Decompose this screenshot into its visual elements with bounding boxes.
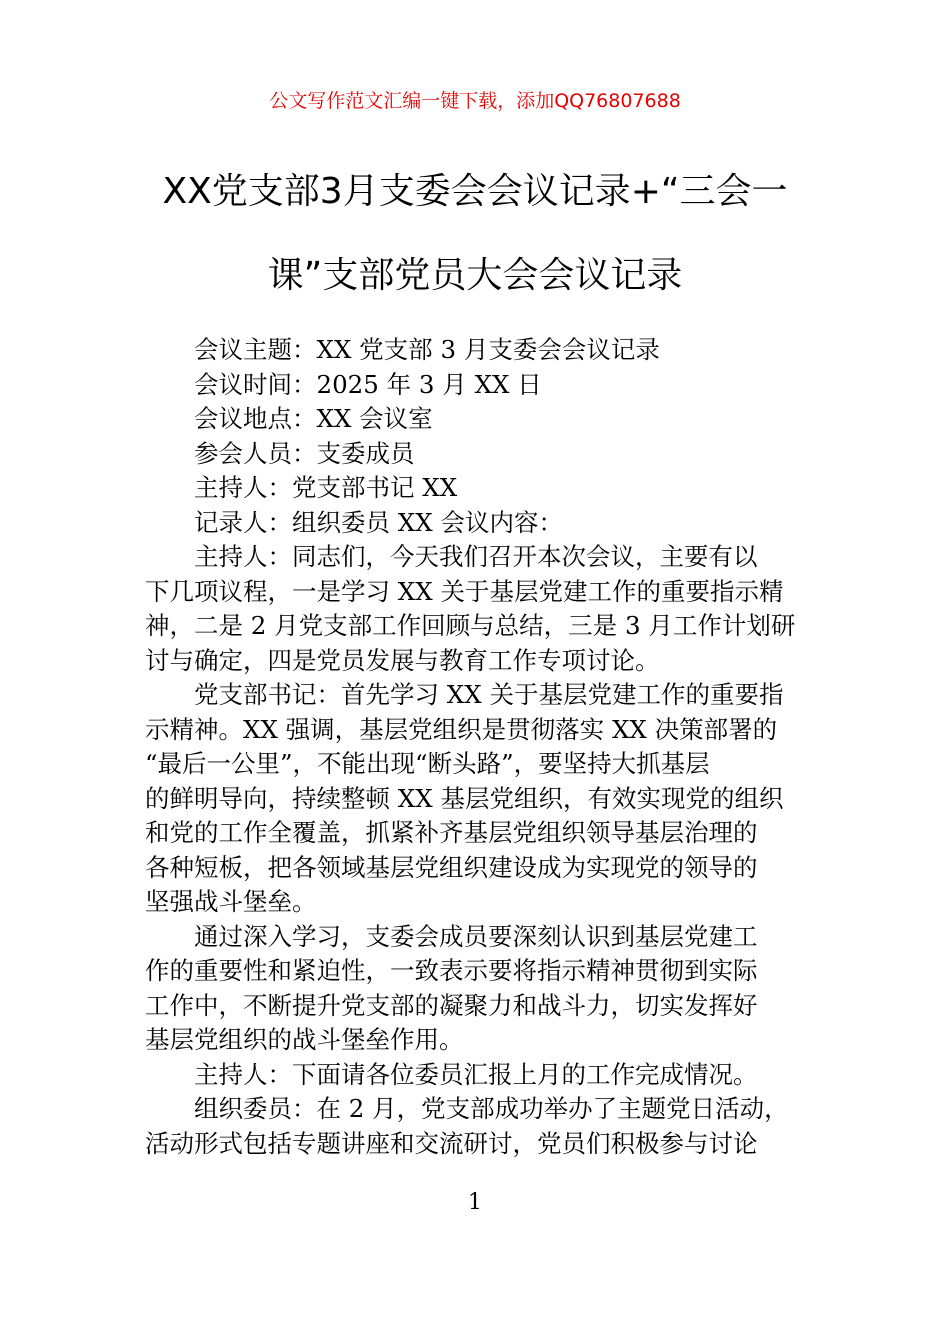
text-line: 主持人：同志们，今天我们召开本次会议，主要有以 xyxy=(194,542,758,571)
paragraph-host-agenda xyxy=(145,540,810,678)
text-line: 主持人：下面请各位委员汇报上月的工作完成情况。 xyxy=(194,1059,758,1089)
document-body xyxy=(145,333,810,1161)
text-line: 作的重要性和紧迫性，一致表示要将指示精神贯彻到实际 xyxy=(145,956,758,985)
title-line-1: XX党支部3月支委会会议记录+“三会一 xyxy=(162,171,788,212)
text-line: 各种短板，把各领域基层党组织建设成为实现党的领导的 xyxy=(145,852,758,882)
text-line: 工作中，不断提升党支部的凝聚力和战斗力，切实发挥好 xyxy=(145,990,758,1020)
paragraph-host-report-request xyxy=(145,1058,810,1093)
text-line: 活动形式包括专题讲座和交流研讨，党员们积极参与讨论 xyxy=(145,1128,758,1158)
meeting-recorder: 记录人：组织委员 XX 会议内容： xyxy=(194,507,563,537)
meeting-time: 会议时间：2025 年 3 月 XX 日 xyxy=(194,369,542,399)
meeting-attendees: 参会人员：支委成员 xyxy=(194,438,415,468)
text-line: 下几项议程，一是学习 XX 关于基层党建工作的重要指示精 xyxy=(145,576,784,606)
paragraph-study-conclusion xyxy=(145,920,810,1058)
text-line: 讨与确定，四是党员发展与教育工作专项讨论。 xyxy=(145,645,660,675)
meeting-place: 会议地点：XX 会议室 xyxy=(194,404,433,433)
download-ad-banner: 公文写作范文汇编一键下载，添加QQ76807688 xyxy=(269,90,681,112)
document-title xyxy=(140,150,810,318)
text-line: 和党的工作全覆盖，抓紧补齐基层党组织领导基层治理的 xyxy=(145,818,758,847)
text-line: 神，二是 2 月党支部工作回顾与总结，三是 3 月工作计划研 xyxy=(145,611,796,640)
text-line: 坚强战斗堡垒。 xyxy=(145,887,317,916)
page-number: 1 xyxy=(468,1190,482,1215)
text-line: 基层党组织的战斗堡垒作用。 xyxy=(145,1025,464,1054)
text-line: 通过深入学习，支委会成员要深刻认识到基层党建工 xyxy=(194,921,758,951)
meeting-topic: 会议主题：XX 党支部 3 月支委会会议记录 xyxy=(194,335,660,364)
text-line: 示精神。XX 强调，基层党组织是贯彻落实 XX 决策部署的 xyxy=(145,714,778,744)
meeting-host: 主持人：党支部书记 XX xyxy=(194,473,458,502)
title-line-2: 课”支部党员大会会议记录 xyxy=(267,255,683,296)
paragraph-secretary-study xyxy=(145,678,810,920)
text-line: 的鲜明导向，持续整顿 XX 基层党组织，有效实现党的组织 xyxy=(145,783,784,813)
paragraph-organization-report xyxy=(145,1092,810,1161)
text-line: 党支部书记：首先学习 XX 关于基层党建工作的重要指 xyxy=(194,680,784,709)
text-line: 组织委员：在 2 月，党支部成功举办了主题党日活动， xyxy=(194,1094,789,1123)
text-line: “最后一公里”，不能出现“断头路”，要坚持大抓基层 xyxy=(145,749,710,778)
